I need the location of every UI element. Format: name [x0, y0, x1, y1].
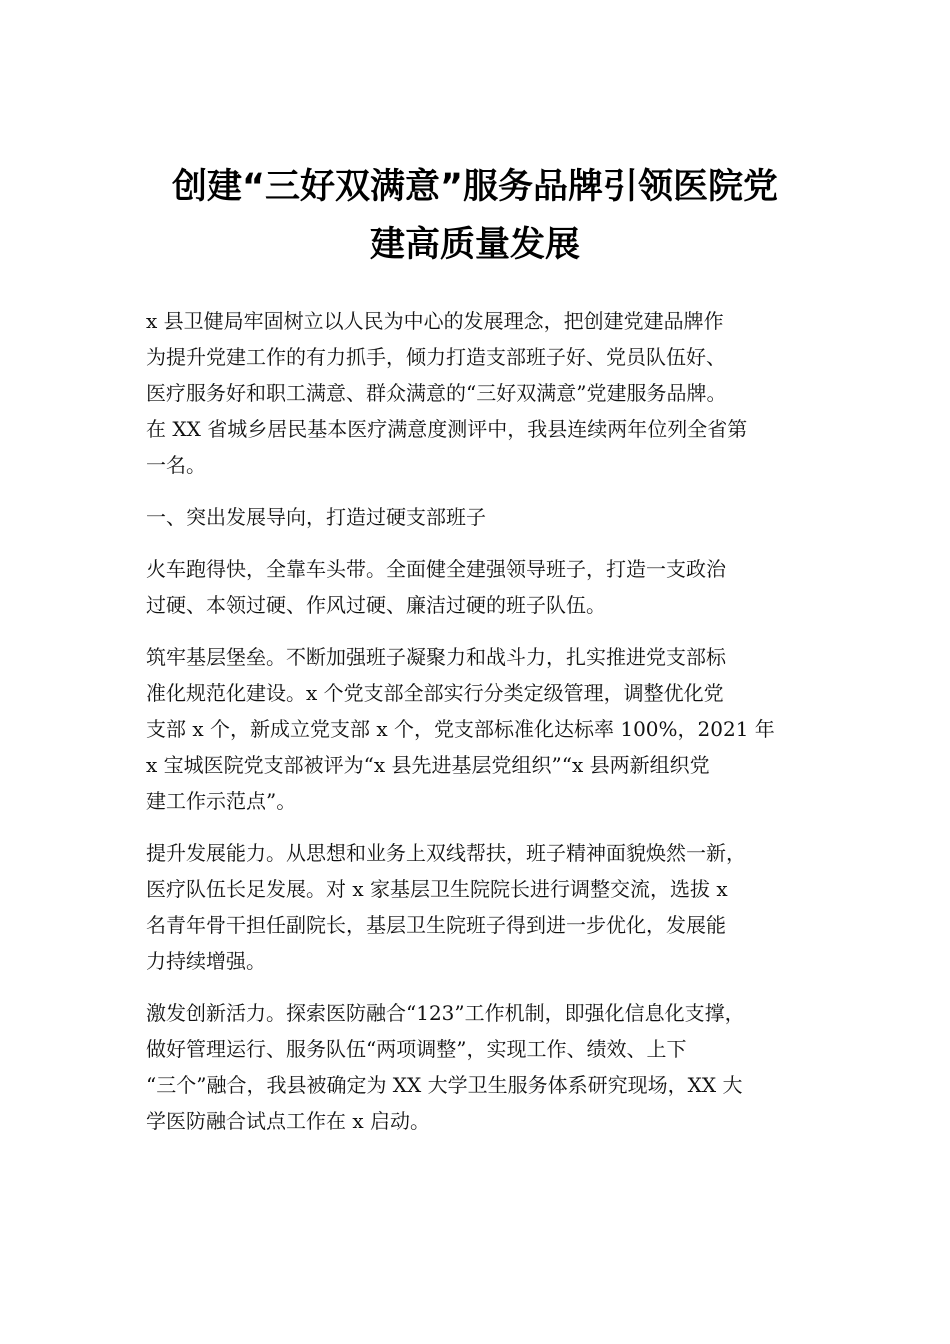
section-heading — [146, 499, 811, 535]
text-line: 筑牢基层堡垒。不断加强班子凝聚力和战斗力，扎实推进党支部标 — [146, 645, 726, 669]
text-line: 火车跑得快，全靠车头带。全面健全建强领导班子，打造一支政治 — [146, 557, 726, 581]
text-line: 力持续增强。 — [146, 949, 266, 973]
text-line: 激发创新活力。探索医防融合“123”工作机制，即强化信息化支撑， — [146, 1001, 745, 1025]
document-body — [146, 303, 811, 1155]
title-line-2: 建高质量发展 — [369, 225, 580, 265]
text-line: 过硬、本领过硬、作风过硬、廉洁过硬的班子队伍。 — [146, 593, 606, 617]
paragraph — [146, 835, 811, 979]
text-line: 建工作示范点”。 — [146, 789, 297, 813]
text-line: 一名。 — [146, 453, 206, 477]
text-line: 做好管理运行、服务队伍“两项调整”，实现工作、绩效、上下 — [146, 1037, 687, 1061]
text-line: 名青年骨干担任副院长，基层卫生院班子得到进一步优化，发展能 — [146, 913, 726, 937]
text-line: 支部 x 个，新成立党支部 x 个，党支部标准化达标率 100%，2021 年 — [146, 717, 775, 741]
text-line: 医疗服务好和职工满意、群众满意的“三好双满意”党建服务品牌。 — [146, 381, 727, 405]
text-line: x 宝城医院党支部被评为“x 县先进基层党组织”“x 县两新组织党 — [146, 753, 710, 777]
paragraph — [146, 639, 811, 819]
document-title — [140, 158, 810, 274]
text-line: 为提升党建工作的有力抓手，倾力打造支部班子好、党员队伍好、 — [146, 345, 726, 369]
title-line-1: 创建“三好双满意”服务品牌引领医院党 — [171, 167, 778, 207]
intro-paragraph — [146, 303, 811, 483]
text-line: 医疗队伍长足发展。对 x 家基层卫生院院长进行调整交流，选拔 x — [146, 877, 728, 901]
text-line: 一、突出发展导向，打造过硬支部班子 — [146, 505, 486, 529]
text-line: 准化规范化建设。x 个党支部全部实行分类定级管理，调整优化党 — [146, 681, 724, 705]
text-line: “三个”融合，我县被确定为 XX 大学卫生服务体系研究现场，XX 大 — [146, 1073, 743, 1097]
paragraph — [146, 551, 811, 623]
text-line: 提升发展能力。从思想和业务上双线帮扶，班子精神面貌焕然一新， — [146, 841, 746, 865]
text-line: 在 XX 省城乡居民基本医疗满意度测评中，我县连续两年位列全省第 — [146, 417, 748, 441]
text-line: 学医防融合试点工作在 x 启动。 — [146, 1109, 430, 1133]
text-line: x 县卫健局牢固树立以人民为中心的发展理念，把创建党建品牌作 — [146, 309, 724, 333]
paragraph — [146, 995, 811, 1139]
